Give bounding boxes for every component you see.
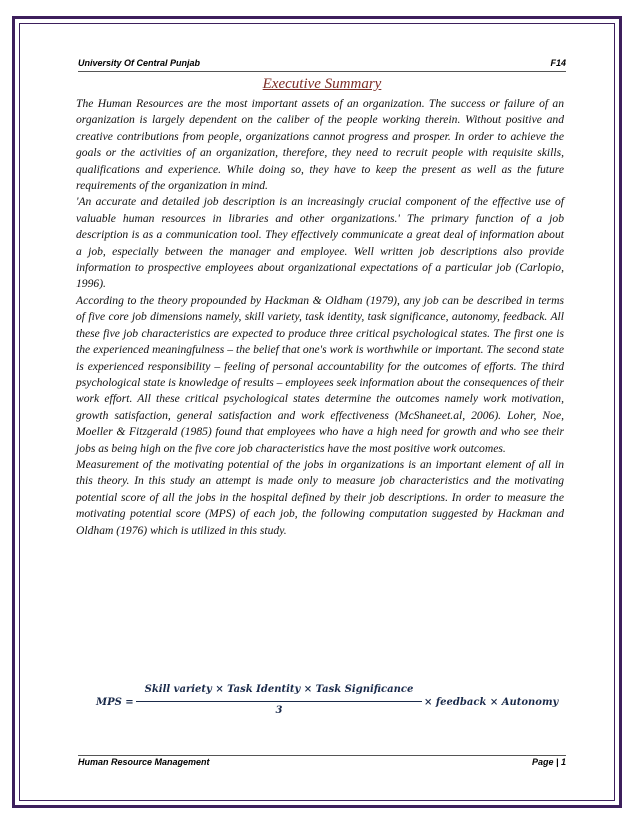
body-text [76, 96, 564, 539]
formula-numerator: Skill variety × Task Identity × Task Significance [144, 684, 414, 695]
formula-fraction [136, 684, 422, 716]
formula-lhs: MPS = [96, 697, 134, 708]
page-title: Executive Summary [262, 76, 382, 92]
header-divider [78, 71, 566, 72]
fraction-bar [136, 701, 422, 702]
mps-formula [96, 684, 566, 724]
formula-denominator: 3 [275, 705, 283, 716]
page-footer [78, 757, 566, 771]
paragraph-1: The Human Resources are the most important assets of an organization. The success or failure of an organization is largely dependent on the caliber of the people working therein. Without positive and creative contributions from people, organizations cannot progress and prosper. In order to achieve the goals or the activities of an organization, therefore, they need to recruit people with requisite skills, qualifications and experience. While doing so, they have to keep the present as well as the future requirements of the organization in mind. [76, 97, 564, 193]
footer-divider [78, 755, 566, 756]
footer-course: Human Resource Management [78, 757, 210, 767]
paragraph-3: According to the theory propounded by Hackman & Oldham (1979), any job can be described in terms of five core job dimensions namely, skill variety, task identity, task significance, autonomy, feedback. All these five job characteristics are expected to produce three critical psychological states. The first one is the experienced meaningfulness – the belief that one's work is worthwhile or important. The second state is experienced responsibility – feeling of personal accountability for the outcomes of efforts. The third psychological state is knowledge of results – employees seek information about the consequences of their work effort. All these critical psychological states determine the outcomes namely work motivation, growth satisfaction, general satisfaction and work effectiveness (McShaneet.al, 2006). Loher, Noe, Moeller & Fitzgerald (1985) found that employees who have a high need for growth and who see their jobs as being high on the five core job characteristics have the most positive work outcomes. [76, 293, 564, 455]
paragraph-2: 'An accurate and detailed job description is an increasingly crucial component of the effective use of valuable human resources in libraries and other organizations.' The primary function of a job description is as a communication tool. They effectively communicate a great deal of information about a job, especially between the manager and employee. Well written job descriptions also provide information to prospective employees about organizational expectations of a particular job (Carlopio, 1996). [76, 195, 564, 291]
paragraph-4: Measurement of the motivating potential of the jobs in organizations is an important element of all in this theory. In this study an attempt is made only to measure job characteristics and the motivating potential score of all the jobs in the hospital defined by their job descriptions. In order to measure the motivating potential score (MPS) of each job, the following computation suggested by Hackman and Oldham (1976) which is utilized in this study. [76, 457, 564, 537]
header-term: F14 [550, 58, 566, 68]
formula-rhs: × feedback × Autonomy [424, 697, 559, 708]
footer-page-number: Page | 1 [531, 757, 566, 767]
header-institution: University Of Central Punjab [78, 58, 201, 68]
